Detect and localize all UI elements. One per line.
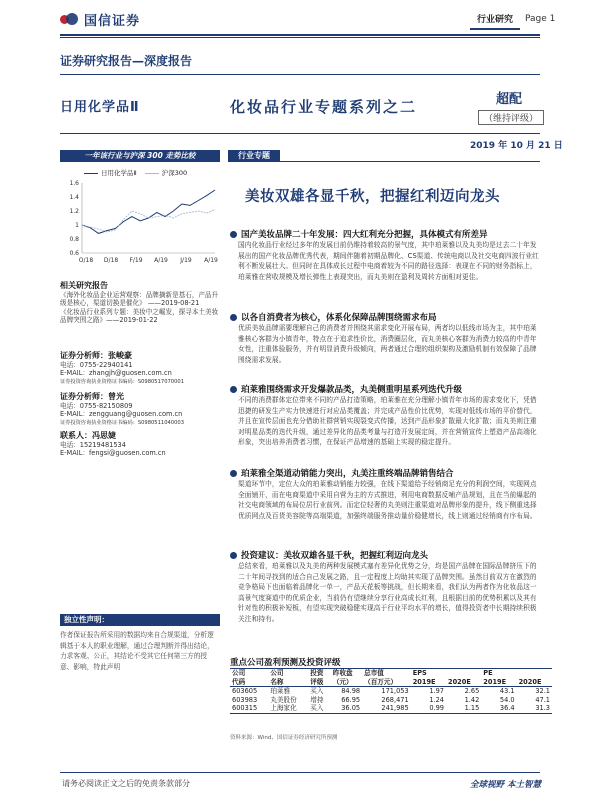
bullet-icon bbox=[230, 386, 237, 393]
contact-email: E-MAIL：fengsi@guosen.com.cn bbox=[60, 449, 166, 457]
table-row: 603605 珀莱雅 买入 84.98 171,053 1.97 2.65 43.1 32.1 bbox=[232, 687, 550, 695]
analyst-2: 证券分析师：曾光 电话：0755-82150809 E-MAIL：zengguang@guosen.com.cn 证券投资咨询执业资格证书编码：S0980511040003 bbox=[60, 393, 220, 427]
table-header-row: 代码 名称 评级 （元） （百万元） 2019E 2020E 2019E 2020E bbox=[230, 678, 552, 687]
footer-divider bbox=[60, 772, 540, 773]
independence-heading: 独立性声明： bbox=[60, 614, 220, 626]
logo-icon bbox=[60, 13, 80, 27]
section-text-2: 优质美妆品牌需要理解自己的消费者并围绕其需求变化开展布局，两者均以低线市场为主，其中珀莱雅核心客群为小镇青年，特点在于追求性价比，消费圈层化，而丸美核心客群为消费力较高的中青年女性，注重体验服务，并有明显消费升级倾向，两者通过合理的组织架构及激励机制有效保障了品牌围绕需求发展。 bbox=[238, 324, 537, 364]
legend-label-2: 沪深300 bbox=[161, 169, 188, 177]
section-text-4: 渠道环节中，定位大众的珀莱雅动销能力较强，在线下渠道给予经销商足充分的利润空间，实现网点全面铺开，而在电商渠道中采用自营为主的方式推进，利用电商数据反哺产品规划，且在当前爆起的社交电商领域的布局位居行业前列。而定位轻奢的丸美则注重渠道对品牌形象的提升，线下侧重选择优质网点及百货美容院等高端渠道，加强终端服务推动量价稳健增长，线上则通过经销商有序布局。 bbox=[238, 480, 537, 520]
bullet-icon bbox=[230, 314, 237, 321]
section-text-1: 国内化妆品行业经过多年的发展目前仍维持着较高的景气度，其中珀莱雅以及丸美均是过去二十年发展出的国产化妆品牌优秀代表，期间伴随着初期品牌化、CS渠道、传统电商以及社交电商四波行业红利不断发展壮大。但同时在具体成长过程中电商着较为不同的路径选择：表现在不同的财务指标上，珀莱雅在营收规模及增长弹性上表现突出，而丸美则在盈利及周转方面相对更佳。 bbox=[238, 241, 539, 281]
industry-name: 日用化学品Ⅱ bbox=[60, 100, 140, 115]
bullet-icon bbox=[230, 231, 237, 238]
page-number: Page 1 bbox=[525, 14, 556, 24]
forecast-table bbox=[230, 668, 552, 714]
y-tick-label: 0.6 bbox=[69, 250, 79, 257]
x-tick-label: D/18 bbox=[103, 257, 119, 264]
y-tick-label: 1.4 bbox=[69, 194, 79, 201]
table-row: 600315 上海家化 买入 36.05 241,985 0.99 1.15 36.4 31.3 bbox=[232, 704, 550, 712]
y-tick-label: 0.8 bbox=[69, 236, 79, 243]
header-divider-thin bbox=[60, 37, 540, 38]
tag-divider bbox=[228, 161, 540, 162]
x-tick-label: F/19 bbox=[129, 257, 143, 264]
x-tick-label: A/19 bbox=[204, 257, 218, 264]
report-type: 证券研究报告—深度报告 bbox=[60, 54, 193, 68]
section-text-3: 不同的消费群体定位带来不同的产品打造策略，珀莱雅在充分理解小镇青年市场的需求变化下，凭借迅捷的研发生产实力快速进行对应品类覆盖；并完成产品性价比优势，实现对低线市场的平价替代，并且在宣传层面也充分借助社群营销实现裂变式传播，达到产品形象扩散最大化扩散；而丸美则注重对明星品类的迭代升级，通过差异化的品类考量与打造开发展定间，并在营销宣传上塑造产品高端化形象，突出培养消费者习惯，在保证产品增速的基础上实现的稳定提升。 bbox=[238, 396, 537, 446]
table-row: 603983 丸美股份 增持 66.95 268,471 1.24 1.42 54.0 47.1 bbox=[232, 695, 550, 704]
table-title: 重点公司盈利预测及投资评级 bbox=[230, 658, 341, 668]
bullet-icon bbox=[230, 470, 237, 477]
section-heading-5: 投资建议：美妆双雄各显千秋，把握红利迈向龙头 bbox=[230, 549, 428, 561]
company-logo bbox=[60, 10, 140, 29]
x-tick-label: O/18 bbox=[78, 257, 94, 264]
analyst-cert: 证券投资咨询执业资格证书编码：S0980517070001 bbox=[60, 378, 185, 385]
header-divider bbox=[60, 34, 540, 36]
analyst-phone: 电话：0755-22940141 bbox=[60, 360, 133, 369]
page-title: 美妆双雄各显千秋，把握红利迈向龙头 bbox=[245, 189, 500, 205]
rating: 超配 bbox=[496, 92, 523, 107]
analyst-email: E-MAIL：zengguang@guosen.com.cn bbox=[60, 410, 183, 418]
bullet-icon bbox=[230, 552, 237, 559]
report-series: 化妆品行业专题系列之二 bbox=[230, 98, 418, 116]
analyst-phone: 电话：0755-82150809 bbox=[60, 401, 133, 410]
y-tick-label: 1.6 bbox=[69, 180, 79, 187]
report-date: 2019 年 10 月 21 日 bbox=[470, 141, 563, 151]
table-header-row: 公司 公司 投资 昨收盘 总市值 EPS PE bbox=[230, 669, 552, 678]
industry-tag: 行业专题 bbox=[228, 150, 280, 162]
related-heading: 相关研究报告 bbox=[60, 281, 108, 290]
analyst-email: E-MAIL：zhangjh@guosen.com.cn bbox=[60, 369, 172, 377]
contact-person: 联系人：冯思婕 电话：15219481534 E-MAIL：fengsi@guosen.com.cn bbox=[60, 432, 220, 458]
divider bbox=[60, 133, 540, 134]
legend-swatch-1 bbox=[84, 173, 98, 174]
related-item-2: 《化妆品行业系列专题：美妆中之崛发，探寻本土美妆品牌突围之路》——2019-01-22 bbox=[60, 307, 219, 324]
legend-label-1: 日用化学品Ⅱ bbox=[101, 169, 137, 177]
divider bbox=[60, 74, 540, 75]
header-tag: 行业研究 bbox=[470, 12, 520, 30]
table-source: 资料来源：Wind、国信证券经济研究所预测 bbox=[230, 735, 338, 741]
rating-note: （维持评级） bbox=[478, 110, 544, 125]
x-tick-label: J/19 bbox=[180, 257, 192, 264]
section-heading-1: 国产美妆品牌二十年发展：四大红利充分把握，具体模式有所差异 bbox=[230, 228, 488, 240]
y-tick-label: 1.2 bbox=[69, 208, 79, 215]
disclaimer-note: 请务必阅读正文之后的免责条款部分 bbox=[62, 779, 190, 788]
chart-heading: 一年该行业与沪深 300 走势比较 bbox=[60, 150, 220, 162]
y-tick-label: 1 bbox=[75, 222, 79, 229]
related-research bbox=[60, 282, 220, 325]
trend-chart bbox=[60, 175, 220, 267]
section-heading-4: 珀莱雅全渠道动销能力突出，丸美注重终端品牌销售结合 bbox=[230, 467, 454, 479]
legend-swatch-2 bbox=[145, 173, 159, 174]
related-item-1: 《海外化妆品企业运营观察：品牌摘新是基石，产品升级是核心，渠道切换是催化》 ——2019-08-21 bbox=[60, 290, 219, 307]
series-line-2 bbox=[82, 210, 215, 232]
x-tick-label: A/19 bbox=[154, 257, 168, 264]
analyst-1: 证券分析师：张峻豪 电话：0755-22940141 E-MAIL：zhangjh@guosen.com.cn 证券投资咨询执业资格证书编码：S0980517070001 bbox=[60, 352, 220, 386]
independence-text: 作者保证报告所采用的数据均来自合规渠道，分析逻辑基于本人的职业理解，通过合理判断并得出结论，力求客观、公正，其结论不受其它任何第三方的授意、影响，特此声明 bbox=[60, 631, 214, 671]
contact-phone: 电话：15219481534 bbox=[60, 440, 126, 449]
section-heading-3: 珀莱雅围绕需求开发爆款品类，丸美侧重明星系列迭代升级 bbox=[230, 383, 462, 395]
section-text-5: 总结来看，珀莱雅以及丸美的两种发展模式塞有差异化优势之分，均是国产品牌在国际品牌挤压下的二十年间寻找到的适合自己发展之路，且一定程度上均助其实现了品牌突围。虽然目前双方在激烈的竞争格局下也面临着品牌化一单一，产品天花板等挑战，但长期来看，我们认为两者作为化妆品这一高景气度赛道中的优质企业，当前仍有望继续分享行业高成长红利，且根据目前的优势积累以及其有针对性的积极补短板，有望实现突破稳健实现高于行业平均水平的增长，值得投资者中长期持续积极关注和持有。 bbox=[238, 562, 537, 623]
section-heading-2: 以各自消费者为核心，体系化保障品牌围绕需求布局 bbox=[230, 311, 437, 323]
analyst-cert: 证券投资咨询执业资格证书编码：S0980511040003 bbox=[60, 419, 185, 426]
footer-slogan: 全球视野 本土智慧 bbox=[470, 780, 541, 790]
logo-text: 国信证券 bbox=[84, 14, 141, 29]
